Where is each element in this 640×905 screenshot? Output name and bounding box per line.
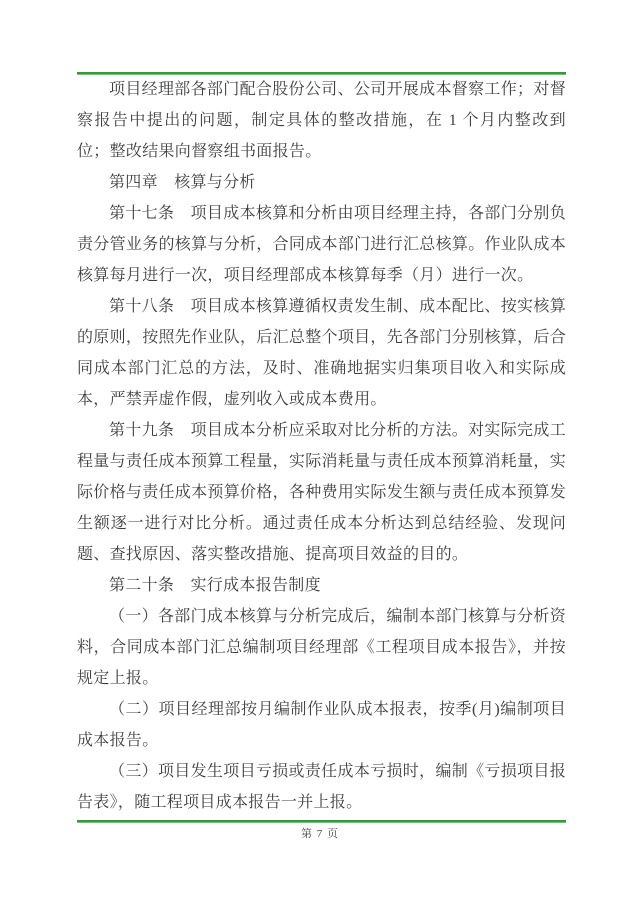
article-19-paragraph: 第十九条 项目成本分析应采取对比分析的方法。对实际完成工程量与责任成本预算工程量，实际消耗量与责任成本预算消耗量，实际价格与责任成本预算价格，各种费用实际发生额与责任成本预算发生额逐一进行对比分析。通过责任成本分析达到总结经验、发现问题、查找原因、落实整改措施、提高项目效益的目的。 <box>77 422 567 563</box>
bottom-divider-rule <box>77 820 566 823</box>
article-20-heading: 第二十条 实行成本报告制度 <box>109 577 321 594</box>
page-number: 第 7 页 <box>301 828 339 840</box>
paragraph-supervision: 项目经理部各部门配合股份公司、公司开展成本督察工作；对督察报告中提出的问题，制定具体的整改措施，在 1 个月内整改到位；整改结果向督察组书面报告。 <box>77 81 566 160</box>
chapter-heading: 第四章 核算与分析 <box>109 174 256 191</box>
article-20-item-1: （一）各部门成本核算与分析完成后，编制本部门核算与分析资料，合同成本部门汇总编制项目经理部《工程项目成本报告》，并按规定上报。 <box>77 608 566 687</box>
document-body <box>77 74 566 818</box>
article-18-paragraph: 第十八条 项目成本核算遵循权责发生制、成本配比、按实核算的原则，按照先作业队，后汇总整个项目，先各部门分别核算，后合同成本部门汇总的方法，及时、准确地据实归集项目收入和实际成本，严禁弄虚作假，虚列收入或成本费用。 <box>77 298 567 408</box>
article-17-paragraph: 第十七条 项目成本核算和分析由项目经理主持，各部门分别负责分管业务的核算与分析，合同成本部门进行汇总核算。作业队成本核算每月进行一次，项目经理部成本核算每季（月）进行一次。 <box>77 205 567 284</box>
article-20-item-3: （三）项目发生项目亏损或责任成本亏损时，编制《亏损项目报告表》，随工程项目成本报告一并上报。 <box>77 763 566 811</box>
article-20-item-2: （二）项目经理部按月编制作业队成本报表，按季(月)编制项目成本报告。 <box>77 701 566 749</box>
